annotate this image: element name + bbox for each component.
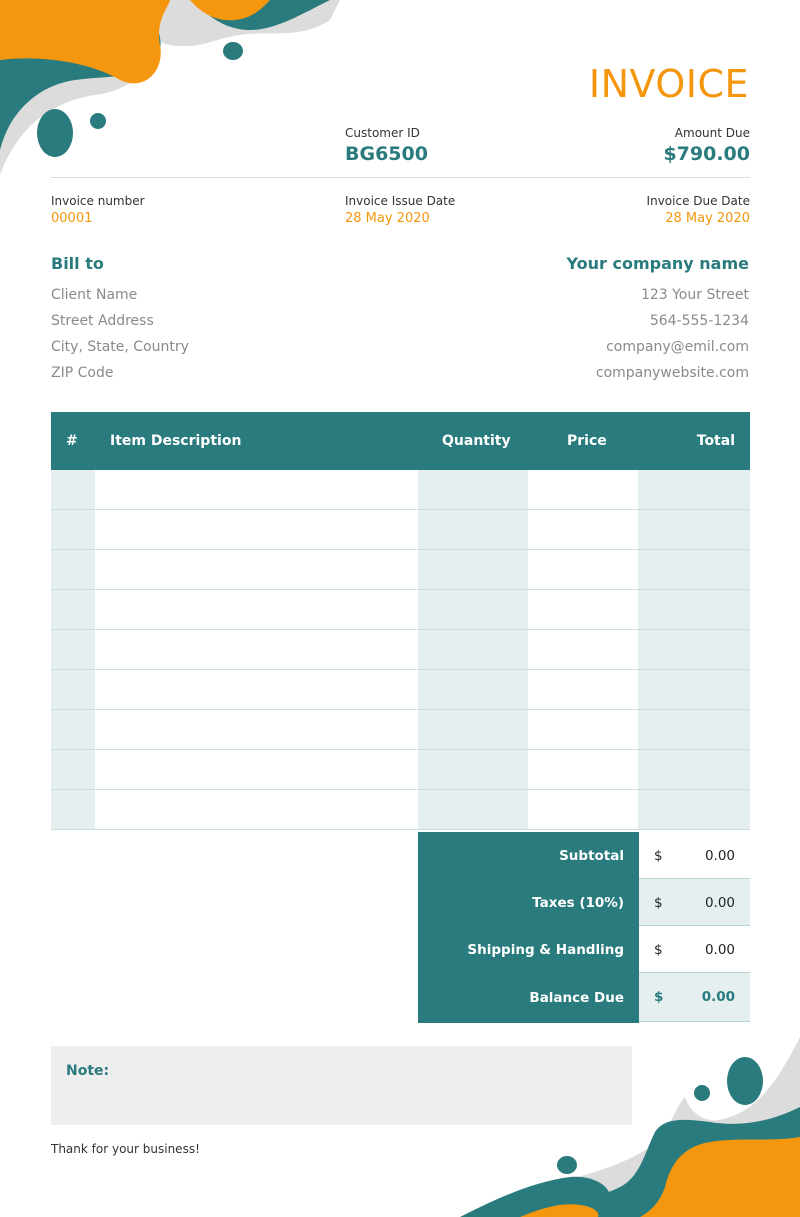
cell-quantity xyxy=(418,510,528,550)
cell-price xyxy=(528,710,638,750)
taxes-cell xyxy=(639,879,750,926)
cell-price xyxy=(528,590,638,630)
shipping-cell xyxy=(639,926,750,973)
cell-price xyxy=(528,670,638,710)
issue-date-label: Invoice Issue Date xyxy=(345,194,456,208)
cell-price xyxy=(528,510,638,550)
company-phone: 564-555-1234 xyxy=(649,313,749,329)
cell-description xyxy=(95,550,418,590)
cell-number xyxy=(51,590,95,630)
cell-price xyxy=(528,790,638,830)
balance-value: 0.00 xyxy=(701,989,735,1005)
subtotal-label: Subtotal xyxy=(418,832,639,879)
cell-price xyxy=(528,470,638,510)
cell-total xyxy=(638,510,750,550)
subtotal-row xyxy=(418,832,750,879)
taxes-value: 0.00 xyxy=(704,895,735,911)
cell-number xyxy=(51,470,95,510)
cell-number xyxy=(51,710,95,750)
cell-total xyxy=(638,670,750,710)
client-street: Street Address xyxy=(51,313,154,329)
cell-number xyxy=(51,510,95,550)
cell-total xyxy=(638,710,750,750)
table-row xyxy=(51,670,750,710)
cell-total xyxy=(638,590,750,630)
cell-quantity xyxy=(418,630,528,670)
table-row xyxy=(51,630,750,670)
due-date-label: Invoice Due Date xyxy=(646,194,750,208)
header-number: # xyxy=(66,433,78,449)
invoice-number-value: 00001 xyxy=(51,211,93,226)
taxes-currency: $ xyxy=(654,895,663,911)
note-label: Note: xyxy=(66,1063,110,1079)
cell-quantity xyxy=(418,470,528,510)
company-address xyxy=(596,282,749,386)
cell-quantity xyxy=(418,590,528,630)
balance-currency: $ xyxy=(654,989,664,1005)
cell-quantity xyxy=(418,710,528,750)
customer-id-label: Customer ID xyxy=(345,126,420,140)
shipping-label: Shipping & Handling xyxy=(418,926,639,973)
cell-price xyxy=(528,550,638,590)
cell-price xyxy=(528,750,638,790)
cell-number xyxy=(51,790,95,830)
issue-date-value: 28 May 2020 xyxy=(345,211,430,226)
subtotal-value: 0.00 xyxy=(704,848,735,864)
cell-description xyxy=(95,630,418,670)
balance-cell xyxy=(639,973,750,1022)
cell-description xyxy=(95,670,418,710)
company-heading: Your company name xyxy=(566,254,749,273)
shipping-currency: $ xyxy=(654,942,663,958)
header-divider xyxy=(51,177,750,178)
items-table-body xyxy=(51,470,750,830)
cell-description xyxy=(95,790,418,830)
cell-description xyxy=(95,510,418,550)
bill-to-address xyxy=(51,282,189,386)
amount-due-value: $790.00 xyxy=(663,143,750,165)
table-row xyxy=(51,790,750,830)
subtotal-currency: $ xyxy=(654,848,663,864)
due-date-value: 28 May 2020 xyxy=(665,211,750,226)
note-box xyxy=(51,1046,632,1125)
balance-row xyxy=(418,973,750,1020)
header-price: Price xyxy=(567,433,607,449)
cell-quantity xyxy=(418,790,528,830)
cell-total xyxy=(638,630,750,670)
table-row xyxy=(51,750,750,790)
subtotal-cell xyxy=(639,832,750,879)
taxes-row xyxy=(418,879,750,926)
decorative-blob-top-left xyxy=(0,0,340,180)
cell-description xyxy=(95,470,418,510)
cell-total xyxy=(638,470,750,510)
client-city: City, State, Country xyxy=(51,339,189,355)
header-description: Item Description xyxy=(110,433,242,449)
invoice-title: INVOICE xyxy=(588,62,749,106)
cell-number xyxy=(51,670,95,710)
bill-to-heading: Bill to xyxy=(51,254,104,273)
table-row xyxy=(51,590,750,630)
balance-label: Balance Due xyxy=(418,973,639,1023)
table-row xyxy=(51,470,750,510)
taxes-label: Taxes (10%) xyxy=(418,879,639,926)
client-name: Client Name xyxy=(51,287,138,303)
shipping-row xyxy=(418,926,750,973)
items-table xyxy=(51,412,750,830)
company-website: companywebsite.com xyxy=(595,365,749,381)
cell-quantity xyxy=(418,550,528,590)
cell-quantity xyxy=(418,750,528,790)
header-quantity: Quantity xyxy=(442,433,511,449)
company-street: 123 Your Street xyxy=(640,287,749,303)
cell-total xyxy=(638,750,750,790)
cell-total xyxy=(638,550,750,590)
cell-total xyxy=(638,790,750,830)
cell-quantity xyxy=(418,670,528,710)
cell-price xyxy=(528,630,638,670)
cell-description xyxy=(95,710,418,750)
cell-number xyxy=(51,630,95,670)
thanks-message: Thank for your business! xyxy=(51,1142,200,1156)
table-row xyxy=(51,510,750,550)
amount-due-label: Amount Due xyxy=(674,126,750,140)
customer-id-value: BG6500 xyxy=(345,143,428,165)
company-email: company@emil.com xyxy=(606,339,749,355)
cell-description xyxy=(95,590,418,630)
shipping-value: 0.00 xyxy=(704,942,735,958)
cell-number xyxy=(51,550,95,590)
cell-description xyxy=(95,750,418,790)
totals-panel xyxy=(418,832,750,1020)
client-zip: ZIP Code xyxy=(51,365,114,381)
table-row xyxy=(51,550,750,590)
table-row xyxy=(51,710,750,750)
cell-number xyxy=(51,750,95,790)
header-total: Total xyxy=(696,433,735,449)
items-table-header xyxy=(51,412,750,470)
invoice-number-label: Invoice number xyxy=(51,194,145,208)
